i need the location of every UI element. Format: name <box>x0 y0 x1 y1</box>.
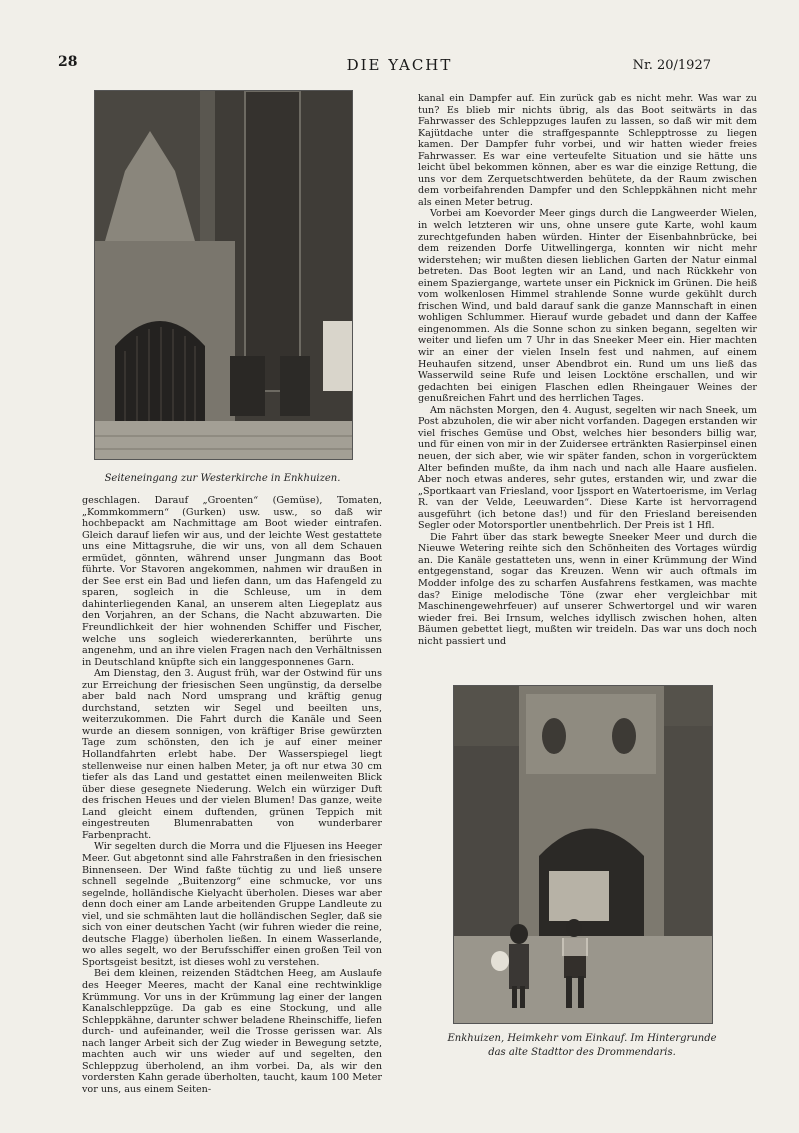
paragraph: Bei dem kleinen, reizenden Städtchen Heeg, am Auslaufe des Heeger Meeres, macht der Kanal eine rechtwinklige Krümmung. Vor uns in der Krümmung lag einer der langen Kanalschleppzüge. Da gab es eine Stockung, und alle Schleppkähne, darunter schwer beladene Rheinschiffe, liefen durch- und aufeinander, weil die Trosse gerissen war. Als nach langer Arbeit sich der Zug wieder in Bewegung setzte, machten auch wir uns wieder auf und segelten, den Schleppzug überholend, an ihm vorbei. Da, als wir den vordersten Kahn gerade überholten, taucht, kaum 100 Meter vor uns, aus einem Seiten- <box>82 968 382 1095</box>
left-text-column <box>82 495 382 1095</box>
paragraph: Die Fahrt über das stark bewegte Sneeker Meer und durch die Nieuwe Wetering reihte sich den Schönheiten des Vortages würdig an. Die Kanäle gestatteten uns, wenn in einer Krümmung der Wind entgegenstand, sogar das Kreuzen. Wenn wir auch oftmals im Modder infolge des zu scharfen Ausfahrens festkamen, was machte das? Einige melodische Töne (zwar eher vergleichbar mit Maschinengewehrfeuer) auf unserer Schwertorgel und wir waren wieder frei. Bei Irnsum, welches idyllisch zwischen hohen, alten Bäumen gebettet liegt, mußten wir treideln. Das war uns doch noch nicht passiert und <box>418 531 757 647</box>
paragraph: Wir segelten durch die Morra und die Fljuesen ins Heeger Meer. Gut abgetonnt sind alle Fahrstraßen in den friesischen Binnenseen. Der Wind faßte tüchtig zu und ließ unsere schnell segelnde „Buitenzorg“ eine schmucke, vor uns segelnde, holländische Kielyacht überholen. Dieses war aber denn doch einer am Lande arbeitenden Gruppe Landleute zu viel, und sie schmähten laut die holländischen Segler, daß sie sich von einer deutschen Yacht (wir fuhren wieder die reine, deutsche Flagge) überholen ließen. In einem Wasserlande, wo alles segelt, wo der Berufsschiffer einen großen Teil von Sportsgeist besitzt, ist dieses wohl zu verstehen. <box>82 841 382 968</box>
issue-number: Nr. 20/1927 <box>632 58 711 73</box>
page-number: 28 <box>58 54 78 70</box>
right-text-column <box>418 93 757 647</box>
figure-caption-2: Enkhuizen, Heimkehr vom Einkauf. Im Hintergrunde das alte Stadttor des Drommendaris. <box>447 1033 717 1058</box>
magazine-title: DIE YACHT <box>346 56 453 74</box>
church-entrance-photo <box>94 90 353 460</box>
paragraph: Am Dienstag, den 3. August früh, war der Ostwind für uns zur Erreichung der friesischen Seen ungünstig, da derselbe aber bald nach Nord umsprang und kräftig genug durchstand, setzten wir Segel und beeilten uns, weiterzukommen. Die Fahrt durch die Kanäle und Seen wurde an diesem sonnigen, von kräftiger Brise gewürzten Tage zum schönsten, den ich je auf einer meiner Hollandfahrten erlebt habe. Der Wasserspiegel liegt stellenweise nur einen halben Meter, ja oft nur etwa 30 cm tiefer als das Land und gestattet einen meilenweiten Blick über diese gesegnete Niederung. Welch ein würziger Duft des frischen Heues und der vielen Blumen! Das ganze, weite Land gleicht einem duftenden, grünen Teppich mit eingestreuten Blumenrabatten von wunderbarer Farbenpracht. <box>82 668 382 841</box>
paragraph: geschlagen. Darauf „Groenten“ (Gemüse), Tomaten, „Kommkommern“ (Gurken) usw. usw., so daß wir hochbepackt am Nachmittage am Boot wieder eintrafen. Gleich darauf liefen wir aus, und der leichte West gestattete uns eine Mittagsruhe, die wir uns, von all dem Schauen ermüdet, gönnten, während unser Jungmann das Boot führte. Vor Stavoren angekommen, nahmen wir draußen in der See erst ein Bad und liefen dann, um das Hafengeld zu sparen, sogleich in die Schleuse, um in dem dahinterliegenden Kanal, an unserem alten Liegeplatz aus den Vorjahren, an der Schans, die Nacht abzuwarten. Die Freundlichkeit der hier wohnenden Schiffer und Fischer, welche uns sogleich wiedererkannten, berührte uns angenehm, und an ihre vielen Fragen nach den Verhältnissen in Deutschland knüpfte sich ein langgesponnenes Garn. <box>82 495 382 668</box>
paragraph: Am nächsten Morgen, den 4. August, segelten wir nach Sneek, um Post abzuholen, die wir aber nicht vorfanden. Dagegen erstanden wir viel frisches Gemüse und Obst, welches hier besonders billig war, und für einen von mir in der Zuidersee ertränkten Rasierpinsel einen neuen, der sich aber, wie wir später fanden, schon in vorgerücktem Alter befinden mußte, da ihm nach und nach alle Haare ausfielen. Aber noch etwas anderes, sehr gutes, erstanden wir, und zwar die „Sportkaart van Friesland, voor Ijssport en Watertoerisme, im Verlag R. van der Velde, Leeuwarden“. Diese Karte ist hervorragend ausgeführt (ich betone das!) und für den Friesland bereisenden Segler oder Motorsportler unentbehrlich. Der Preis ist 1 Hfl. <box>418 404 757 532</box>
city-gate-photo <box>453 685 713 1024</box>
paragraph: Vorbei am Koevorder Meer gings durch die Langweerder Wielen, in welch letzteren wir uns, ohne unsere gute Karte, wohl kaum zurechtgefunden haben würden. Hinter der Eisenbahnbrücke, bei dem reizenden Dorfe Uitwellingerga, konnten wir nicht mehr widerstehen; wir mußten diesen lieblichen Garten der Natur einmal betreten. Das Boot legten wir an Land, und nach Rückkehr von einem Spaziergange, wartete unser ein Picknick im Grünen. Die heiß vom wolkenlosen Himmel strahlende Sonne wurde gekühlt durch frischen Wind, und bald darauf sank die ganze Mannschaft in einen wohligen Schlummer. Hierauf wurde gebadet und dann der Kaffee eingenommen. Als die Sonne schon zu sinken begann, segelten wir weiter und liefen um 7 Uhr in das Sneeker Meer ein. Hier machten wir an einer der vielen Inseln fest und nahmen, auf einem Heuhaufen sitzend, unser Abendbrot ein. Rund um uns ließ das Wasserwild seine Rufe und leisen Locktöne erschallen, und wir gedachten bei einigen Flaschen edlen Rheingauer Weines der genußreichen Fahrt und des herrlichen Tages. <box>418 208 757 405</box>
figure-caption-1: Seiteneingang zur Westerkirche in Enkhuizen. <box>104 473 341 484</box>
paragraph: kanal ein Dampfer auf. Ein zurück gab es nicht mehr. Was war zu tun? Es blieb mir nichts übrig, als das Boot seitwärts in das Fahrwasser des Schleppzuges laufen zu lassen, so daß wir mit dem Kajütdache unter die straffgespannte Schlepptrosse zu liegen kamen. Der Dampfer fuhr vorbei, und wir hatten wieder freies Fahrwasser. Es war eine verteufelte Situation und sie hätte uns leicht übel bekommen können, aber es war die einzige Rettung, die uns vor dem Zerquetschtwerden behütete, da der Raum zwischen dem vorbeifahrenden Dampfer und den Schleppkähnen nicht mehr als einen Meter betrug. <box>418 93 757 208</box>
page-header <box>0 54 799 76</box>
